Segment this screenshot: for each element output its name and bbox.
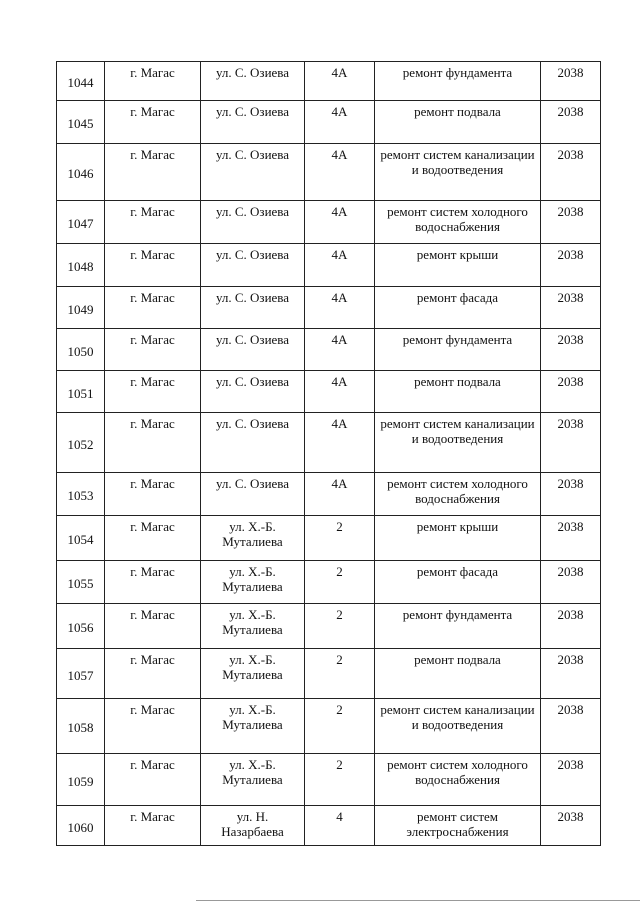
house-cell: 4А xyxy=(305,144,375,201)
row-number: 1045 xyxy=(57,101,105,144)
row-number: 1046 xyxy=(57,144,105,201)
row-number: 1044 xyxy=(57,62,105,101)
city-cell: г. Магас xyxy=(105,561,201,604)
work-type-cell: ремонт систем канализации и водоотведения xyxy=(375,413,541,473)
row-number: 1052 xyxy=(57,413,105,473)
row-number: 1047 xyxy=(57,201,105,244)
street-cell: ул. С. Озиева xyxy=(201,62,305,101)
work-type-cell: ремонт систем канализации и водоотведения xyxy=(375,144,541,201)
work-type-cell: ремонт систем канализации и водоотведения xyxy=(375,699,541,754)
year-cell: 2038 xyxy=(541,699,601,754)
street-cell: ул. С. Озиева xyxy=(201,371,305,413)
year-cell: 2038 xyxy=(541,604,601,649)
work-type-cell: ремонт подвала xyxy=(375,649,541,699)
street-cell: ул. Х.-Б. Муталиева xyxy=(201,699,305,754)
house-cell: 4А xyxy=(305,329,375,371)
work-type-cell: ремонт систем холодного водоснабжения xyxy=(375,754,541,806)
house-cell: 4А xyxy=(305,371,375,413)
year-cell: 2038 xyxy=(541,561,601,604)
house-cell: 4А xyxy=(305,413,375,473)
work-type-cell: ремонт крыши xyxy=(375,244,541,287)
house-cell: 4 xyxy=(305,806,375,846)
house-cell: 2 xyxy=(305,516,375,561)
city-cell: г. Магас xyxy=(105,62,201,101)
year-cell: 2038 xyxy=(541,101,601,144)
year-cell: 2038 xyxy=(541,516,601,561)
city-cell: г. Магас xyxy=(105,329,201,371)
row-number: 1054 xyxy=(57,516,105,561)
street-cell: ул. С. Озиева xyxy=(201,101,305,144)
street-cell: ул. Х.-Б. Муталиева xyxy=(201,649,305,699)
table-row xyxy=(57,244,601,287)
row-number: 1050 xyxy=(57,329,105,371)
house-cell: 4А xyxy=(305,287,375,329)
row-number: 1055 xyxy=(57,561,105,604)
city-cell: г. Магас xyxy=(105,604,201,649)
street-cell: ул. Х.-Б. Муталиева xyxy=(201,516,305,561)
house-cell: 4А xyxy=(305,62,375,101)
street-cell: ул. С. Озиева xyxy=(201,473,305,516)
year-cell: 2038 xyxy=(541,62,601,101)
table-row xyxy=(57,806,601,846)
city-cell: г. Магас xyxy=(105,287,201,329)
table-row xyxy=(57,561,601,604)
row-number: 1058 xyxy=(57,699,105,754)
street-cell: ул. С. Озиева xyxy=(201,244,305,287)
table-row xyxy=(57,101,601,144)
street-cell: ул. С. Озиева xyxy=(201,201,305,244)
year-cell: 2038 xyxy=(541,329,601,371)
house-cell: 2 xyxy=(305,699,375,754)
work-type-cell: ремонт фундамента xyxy=(375,62,541,101)
street-cell: ул. Н. Назарбаева xyxy=(201,806,305,846)
city-cell: г. Магас xyxy=(105,806,201,846)
table-row xyxy=(57,699,601,754)
table-row xyxy=(57,413,601,473)
house-cell: 4А xyxy=(305,473,375,516)
row-number: 1060 xyxy=(57,806,105,846)
city-cell: г. Магас xyxy=(105,101,201,144)
house-cell: 4А xyxy=(305,101,375,144)
table-row xyxy=(57,329,601,371)
year-cell: 2038 xyxy=(541,473,601,516)
table-row xyxy=(57,604,601,649)
house-cell: 4А xyxy=(305,201,375,244)
work-type-cell: ремонт фундамента xyxy=(375,604,541,649)
house-cell: 2 xyxy=(305,754,375,806)
table-row xyxy=(57,754,601,806)
house-cell: 2 xyxy=(305,649,375,699)
street-cell: ул. С. Озиева xyxy=(201,144,305,201)
city-cell: г. Магас xyxy=(105,413,201,473)
work-type-cell: ремонт систем холодного водоснабжения xyxy=(375,201,541,244)
work-type-cell: ремонт подвала xyxy=(375,101,541,144)
house-cell: 4А xyxy=(305,244,375,287)
city-cell: г. Магас xyxy=(105,649,201,699)
table-row xyxy=(57,62,601,101)
work-type-cell: ремонт фундамента xyxy=(375,329,541,371)
row-number: 1053 xyxy=(57,473,105,516)
table-row xyxy=(57,144,601,201)
city-cell: г. Магас xyxy=(105,144,201,201)
city-cell: г. Магас xyxy=(105,473,201,516)
year-cell: 2038 xyxy=(541,413,601,473)
row-number: 1051 xyxy=(57,371,105,413)
street-cell: ул. С. Озиева xyxy=(201,287,305,329)
work-type-cell: ремонт систем холодного водоснабжения xyxy=(375,473,541,516)
work-type-cell: ремонт фасада xyxy=(375,287,541,329)
year-cell: 2038 xyxy=(541,649,601,699)
work-type-cell: ремонт фасада xyxy=(375,561,541,604)
year-cell: 2038 xyxy=(541,201,601,244)
table-row xyxy=(57,371,601,413)
table-row xyxy=(57,516,601,561)
city-cell: г. Магас xyxy=(105,754,201,806)
city-cell: г. Магас xyxy=(105,201,201,244)
city-cell: г. Магас xyxy=(105,244,201,287)
year-cell: 2038 xyxy=(541,371,601,413)
page-bottom-rule xyxy=(196,900,640,901)
row-number: 1056 xyxy=(57,604,105,649)
table-row xyxy=(57,201,601,244)
repair-schedule-table xyxy=(56,61,601,846)
year-cell: 2038 xyxy=(541,806,601,846)
house-cell: 2 xyxy=(305,604,375,649)
city-cell: г. Магас xyxy=(105,699,201,754)
work-type-cell: ремонт подвала xyxy=(375,371,541,413)
street-cell: ул. Х.-Б. Муталиева xyxy=(201,561,305,604)
work-type-cell: ремонт систем электроснабжения xyxy=(375,806,541,846)
row-number: 1059 xyxy=(57,754,105,806)
table-row xyxy=(57,287,601,329)
year-cell: 2038 xyxy=(541,244,601,287)
row-number: 1049 xyxy=(57,287,105,329)
table-row xyxy=(57,473,601,516)
year-cell: 2038 xyxy=(541,287,601,329)
work-type-cell: ремонт крыши xyxy=(375,516,541,561)
house-cell: 2 xyxy=(305,561,375,604)
street-cell: ул. С. Озиева xyxy=(201,329,305,371)
year-cell: 2038 xyxy=(541,754,601,806)
street-cell: ул. Х.-Б. Муталиева xyxy=(201,604,305,649)
city-cell: г. Магас xyxy=(105,516,201,561)
street-cell: ул. С. Озиева xyxy=(201,413,305,473)
table-row xyxy=(57,649,601,699)
year-cell: 2038 xyxy=(541,144,601,201)
street-cell: ул. Х.-Б. Муталиева xyxy=(201,754,305,806)
row-number: 1057 xyxy=(57,649,105,699)
city-cell: г. Магас xyxy=(105,371,201,413)
row-number: 1048 xyxy=(57,244,105,287)
